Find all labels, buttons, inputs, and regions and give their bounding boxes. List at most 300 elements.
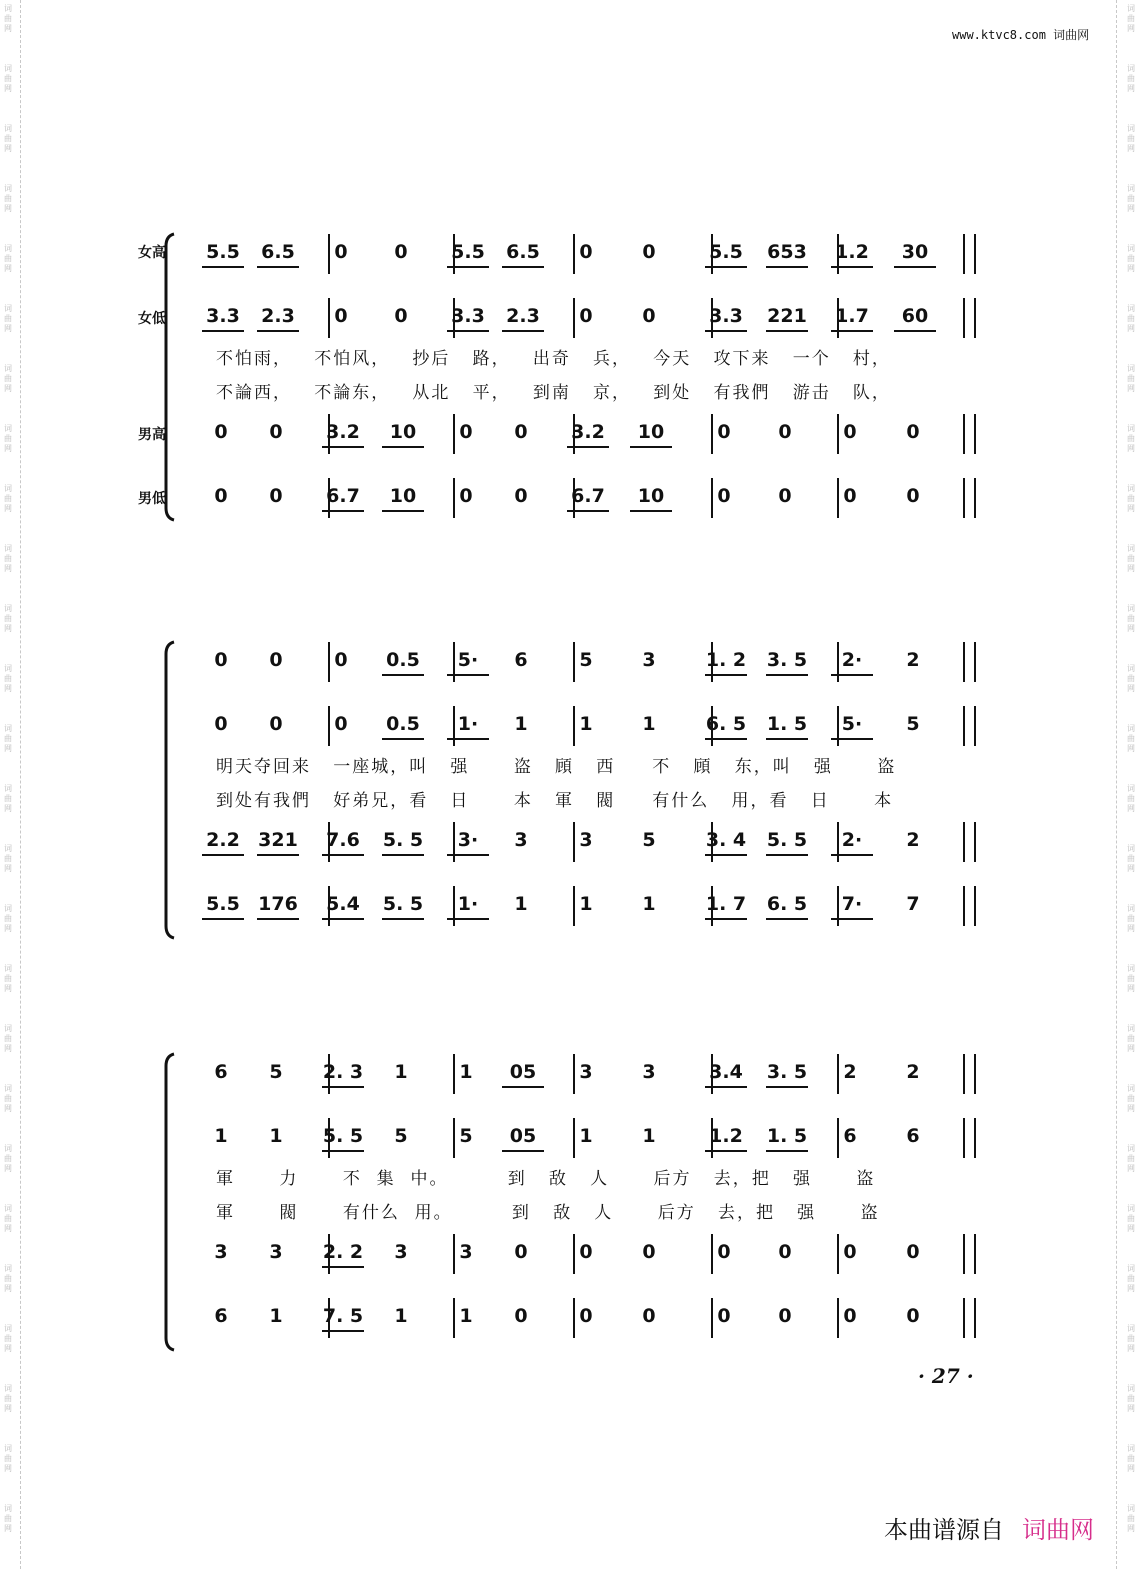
note-group: 0 xyxy=(514,1241,528,1263)
note-group: 0 xyxy=(843,485,857,507)
barline xyxy=(974,298,976,338)
watermark-mark: 词 曲 网 xyxy=(1127,244,1135,273)
staff-row xyxy=(150,828,980,864)
note-group: 3. 4 xyxy=(705,829,747,851)
note-group: 0 xyxy=(717,1241,731,1263)
note-group: 0 xyxy=(642,241,656,263)
note-group: 0 xyxy=(717,485,731,507)
note-group: 10 xyxy=(389,485,417,507)
watermark-mark: 词 曲 网 xyxy=(1127,1084,1135,1113)
note-group: 0 xyxy=(778,421,792,443)
note-group: 0 xyxy=(642,1305,656,1327)
note-group: 0 xyxy=(579,1305,593,1327)
note-group: 7. 5 xyxy=(322,1305,364,1327)
underline-beam xyxy=(257,266,299,268)
barline xyxy=(974,706,976,746)
note-group: 0 xyxy=(394,241,408,263)
underline-beam xyxy=(322,1266,364,1268)
watermark-mark: 词 曲 网 xyxy=(1127,1204,1135,1233)
note-group: 0 xyxy=(642,305,656,327)
underline-beam xyxy=(447,854,489,856)
note-group: 3 xyxy=(579,829,593,851)
note-group: 05 xyxy=(509,1125,537,1147)
barline xyxy=(963,706,965,746)
staff-row xyxy=(150,1240,980,1276)
left-watermark-strip xyxy=(0,0,16,1569)
underline-beam xyxy=(567,510,609,512)
note-group: 5. 5 xyxy=(322,1125,364,1147)
note-group: 60 xyxy=(901,305,929,327)
underline-beam xyxy=(705,1086,747,1088)
note-group: 1· xyxy=(457,893,479,915)
note-group: 1 xyxy=(459,1061,473,1083)
note-group: 0 xyxy=(843,421,857,443)
note-group: 05 xyxy=(509,1061,537,1083)
note-group: 0 xyxy=(514,421,528,443)
note-group: 0 xyxy=(906,421,920,443)
underline-beam xyxy=(322,510,364,512)
underline-beam xyxy=(894,330,936,332)
underline-beam xyxy=(766,738,808,740)
underline-beam xyxy=(322,1150,364,1152)
note-group: 1 xyxy=(579,713,593,735)
note-group: 0 xyxy=(843,1305,857,1327)
staff-row xyxy=(150,1304,980,1340)
watermark-mark: 词 曲 网 xyxy=(1127,604,1135,633)
barline xyxy=(974,642,976,682)
underline-beam xyxy=(705,738,747,740)
note-group: 6 xyxy=(843,1125,857,1147)
barline xyxy=(974,886,976,926)
underline-beam xyxy=(766,918,808,920)
note-group: 2 xyxy=(843,1061,857,1083)
barline xyxy=(963,1118,965,1158)
note-group: 3.3 xyxy=(206,305,240,327)
watermark-mark: 词 曲 网 xyxy=(4,4,12,33)
note-group: 0 xyxy=(394,305,408,327)
underline-beam xyxy=(202,266,244,268)
underline-beam xyxy=(382,510,424,512)
watermark-mark: 词 曲 网 xyxy=(1127,1324,1135,1353)
watermark-mark: 词 曲 网 xyxy=(4,424,12,453)
note-group: 2.3 xyxy=(506,305,540,327)
right-dashed-border xyxy=(1116,0,1117,1569)
barline xyxy=(963,478,965,518)
watermark-mark: 词 曲 网 xyxy=(4,844,12,873)
note-group: 3.2 xyxy=(571,421,605,443)
score-system xyxy=(150,1052,980,1352)
watermark-mark: 词 曲 网 xyxy=(1127,664,1135,693)
note-group: 6.5 xyxy=(261,241,295,263)
note-group: 3· xyxy=(457,829,479,851)
note-group: 0 xyxy=(269,485,283,507)
underline-beam xyxy=(502,1150,544,1152)
footer-brand: 词曲网 xyxy=(1022,1516,1094,1544)
watermark-mark: 词 曲 网 xyxy=(1127,1264,1135,1293)
underline-beam xyxy=(831,738,873,740)
watermark-mark: 词 曲 网 xyxy=(1127,1444,1135,1473)
underline-beam xyxy=(447,674,489,676)
underline-beam xyxy=(382,854,424,856)
watermark-mark: 词 曲 网 xyxy=(4,484,12,513)
underline-beam xyxy=(705,266,747,268)
note-group: 1 xyxy=(394,1061,408,1083)
watermark-mark: 词 曲 网 xyxy=(4,1204,12,1233)
note-group: 321 xyxy=(258,829,298,851)
note-group: 1 xyxy=(269,1305,283,1327)
note-group: 3 xyxy=(642,649,656,671)
underline-beam xyxy=(382,674,424,676)
note-group: 5 xyxy=(459,1125,473,1147)
watermark-mark: 词 曲 网 xyxy=(4,1384,12,1413)
note-group: 0 xyxy=(778,1241,792,1263)
watermark-mark: 词 曲 网 xyxy=(1127,4,1135,33)
underline-beam xyxy=(567,446,609,448)
barline xyxy=(974,822,976,862)
staff-row xyxy=(150,648,980,684)
watermark-mark: 词 曲 网 xyxy=(4,1144,12,1173)
underline-beam xyxy=(705,854,747,856)
barline xyxy=(963,298,965,338)
watermark-mark: 词 曲 网 xyxy=(4,184,12,213)
note-group: 5. 5 xyxy=(382,829,424,851)
watermark-mark: 词 曲 网 xyxy=(1127,64,1135,93)
staff-row xyxy=(150,1060,980,1096)
barline xyxy=(974,478,976,518)
watermark-mark: 词 曲 网 xyxy=(4,724,12,753)
watermark-mark: 词 曲 网 xyxy=(1127,364,1135,393)
underline-beam xyxy=(502,1086,544,1088)
note-group: 0 xyxy=(334,305,348,327)
barline xyxy=(963,1054,965,1094)
note-group: 0 xyxy=(214,485,228,507)
note-group: 0 xyxy=(334,713,348,735)
underline-beam xyxy=(766,1086,808,1088)
note-group: 5. 5 xyxy=(382,893,424,915)
underline-beam xyxy=(202,330,244,332)
underline-beam xyxy=(894,266,936,268)
note-group: 2.3 xyxy=(261,305,295,327)
lyric-line: 軍 力 不 集 中。 到 敌 人 后方 去，把 强 盗 xyxy=(216,1169,876,1189)
note-group: 30 xyxy=(901,241,929,263)
part-label: 男低 xyxy=(138,491,166,507)
lyric-line: 到处有我們 好弟兄，看 日 本 軍 閥 有什么 用，看 日 本 xyxy=(216,791,894,811)
note-group: 221 xyxy=(767,305,807,327)
watermark-mark: 词 曲 网 xyxy=(1127,544,1135,573)
watermark-mark: 词 曲 网 xyxy=(1127,424,1135,453)
note-group: 5 xyxy=(906,713,920,735)
note-group: 1 xyxy=(579,1125,593,1147)
part-label: 女高 xyxy=(138,245,166,261)
watermark-mark: 词 曲 网 xyxy=(4,364,12,393)
note-group: 0 xyxy=(269,421,283,443)
underline-beam xyxy=(766,330,808,332)
note-group: 2 xyxy=(906,829,920,851)
note-group: 0.5 xyxy=(386,649,420,671)
note-group: 0 xyxy=(906,1241,920,1263)
staff-row xyxy=(150,240,980,276)
note-group: 0 xyxy=(778,485,792,507)
note-group: 1· xyxy=(457,713,479,735)
underline-beam xyxy=(322,1330,364,1332)
note-group: 3 xyxy=(214,1241,228,1263)
note-group: 0 xyxy=(579,1241,593,1263)
note-group: 176 xyxy=(258,893,298,915)
note-group: 1 xyxy=(514,893,528,915)
note-group: 1 xyxy=(579,893,593,915)
watermark-mark: 词 曲 网 xyxy=(1127,1504,1135,1533)
note-group: 5.4 xyxy=(326,893,360,915)
barline xyxy=(963,414,965,454)
underline-beam xyxy=(831,266,873,268)
note-group: 5. 5 xyxy=(766,829,808,851)
note-group: 0 xyxy=(579,305,593,327)
note-group: 2. 2 xyxy=(322,1241,364,1263)
underline-beam xyxy=(630,510,672,512)
underline-beam xyxy=(502,330,544,332)
watermark-mark: 词 曲 网 xyxy=(4,1024,12,1053)
note-group: 0.5 xyxy=(386,713,420,735)
watermark-mark: 词 曲 网 xyxy=(4,1084,12,1113)
underline-beam xyxy=(705,918,747,920)
staff-row xyxy=(150,712,980,748)
underline-beam xyxy=(382,918,424,920)
note-group: 10 xyxy=(637,485,665,507)
underline-beam xyxy=(831,674,873,676)
note-group: 1 xyxy=(642,1125,656,1147)
note-group: 0 xyxy=(514,485,528,507)
note-group: 3 xyxy=(579,1061,593,1083)
watermark-mark: 词 曲 网 xyxy=(4,304,12,333)
note-group: 2· xyxy=(841,649,863,671)
note-group: 1.2 xyxy=(709,1125,743,1147)
watermark-mark: 词 曲 网 xyxy=(4,544,12,573)
note-group: 0 xyxy=(214,649,228,671)
note-group: 0 xyxy=(778,1305,792,1327)
note-group: 6. 5 xyxy=(766,893,808,915)
underline-beam xyxy=(322,1086,364,1088)
note-group: 1 xyxy=(214,1125,228,1147)
note-group: 1. 2 xyxy=(705,649,747,671)
barline xyxy=(963,1234,965,1274)
barline xyxy=(974,1298,976,1338)
note-group: 5.5 xyxy=(451,241,485,263)
note-group: 5 xyxy=(579,649,593,671)
note-group: 1. 5 xyxy=(766,713,808,735)
underline-beam xyxy=(831,854,873,856)
watermark-mark: 词 曲 网 xyxy=(1127,124,1135,153)
note-group: 0 xyxy=(579,241,593,263)
watermark-mark: 词 曲 网 xyxy=(1127,784,1135,813)
note-group: 3. 5 xyxy=(766,1061,808,1083)
note-group: 0 xyxy=(906,1305,920,1327)
score-system xyxy=(138,232,980,522)
page-number: · 27 · xyxy=(918,1364,974,1388)
watermark-mark: 词 曲 网 xyxy=(1127,1144,1135,1173)
underline-beam xyxy=(382,738,424,740)
right-watermark-strip xyxy=(1123,0,1139,1569)
part-label: 男高 xyxy=(138,427,166,443)
underline-beam xyxy=(447,918,489,920)
note-group: 3 xyxy=(459,1241,473,1263)
watermark-mark: 词 曲 网 xyxy=(1127,1024,1135,1053)
note-group: 5.5 xyxy=(206,893,240,915)
watermark-mark: 词 曲 网 xyxy=(1127,904,1135,933)
underline-beam xyxy=(202,918,244,920)
note-group: 0 xyxy=(514,1305,528,1327)
note-group: 6 xyxy=(906,1125,920,1147)
barline xyxy=(974,1118,976,1158)
footer-prefix: 本曲谱源自 xyxy=(884,1516,1004,1544)
staff-row xyxy=(150,1124,980,1160)
note-group: 1.7 xyxy=(835,305,869,327)
note-group: 2 xyxy=(906,1061,920,1083)
note-group: 5· xyxy=(457,649,479,671)
note-group: 2 xyxy=(906,649,920,671)
underline-beam xyxy=(766,854,808,856)
watermark-mark: 词 曲 网 xyxy=(1127,844,1135,873)
lyric-line: 不論西， 不論东， 从北 平， 到南 京， 到处 有我們 游击 队， xyxy=(216,383,891,403)
watermark-mark: 词 曲 网 xyxy=(4,604,12,633)
underline-beam xyxy=(257,330,299,332)
note-group: 10 xyxy=(637,421,665,443)
underline-beam xyxy=(322,854,364,856)
note-group: 1 xyxy=(269,1125,283,1147)
staff-row xyxy=(150,304,980,340)
note-group: 6.5 xyxy=(506,241,540,263)
note-group: 1. 5 xyxy=(766,1125,808,1147)
note-group: 1 xyxy=(394,1305,408,1327)
underline-beam xyxy=(322,446,364,448)
note-group: 3.4 xyxy=(709,1061,743,1083)
barline xyxy=(963,642,965,682)
note-group: 1.2 xyxy=(835,241,869,263)
underline-beam xyxy=(705,1150,747,1152)
staff-row xyxy=(150,892,980,928)
note-group: 3 xyxy=(269,1241,283,1263)
note-group: 3.3 xyxy=(451,305,485,327)
note-group: 0 xyxy=(459,485,473,507)
underline-beam xyxy=(447,330,489,332)
underline-beam xyxy=(766,674,808,676)
underline-beam xyxy=(257,918,299,920)
note-group: 0 xyxy=(334,241,348,263)
note-group: 6 xyxy=(214,1061,228,1083)
watermark-mark: 词 曲 网 xyxy=(4,964,12,993)
barline xyxy=(963,234,965,274)
barline xyxy=(963,1298,965,1338)
note-group: 1 xyxy=(642,713,656,735)
barline xyxy=(963,886,965,926)
note-group: 5· xyxy=(841,713,863,735)
note-group: 0 xyxy=(214,421,228,443)
note-group: 3 xyxy=(514,829,528,851)
watermark-mark: 词 曲 网 xyxy=(4,1264,12,1293)
staff-row xyxy=(150,420,980,456)
lyric-line: 不怕雨， 不怕风， 抄后 路， 出奇 兵， 今天 攻下来 一个 村， xyxy=(216,349,891,369)
note-group: 7· xyxy=(841,893,863,915)
part-label: 女低 xyxy=(138,311,166,327)
note-group: 2· xyxy=(841,829,863,851)
note-group: 0 xyxy=(269,649,283,671)
underline-beam xyxy=(766,1150,808,1152)
note-group: 6. 5 xyxy=(705,713,747,735)
underline-beam xyxy=(831,918,873,920)
underline-beam xyxy=(202,854,244,856)
underline-beam xyxy=(705,330,747,332)
lyric-line: 明天夺回来 一座城，叫 强 盗 頋 西 不 頋 东，叫 强 盗 xyxy=(216,757,897,777)
note-group: 5 xyxy=(642,829,656,851)
barline xyxy=(974,234,976,274)
note-group: 3. 5 xyxy=(766,649,808,671)
note-group: 1. 7 xyxy=(705,893,747,915)
lyric-line: 軍 閥 有什么 用。 到 敌 人 后方 去，把 强 盗 xyxy=(216,1203,880,1223)
underline-beam xyxy=(447,266,489,268)
underline-beam xyxy=(502,266,544,268)
note-group: 1 xyxy=(642,893,656,915)
note-group: 10 xyxy=(389,421,417,443)
note-group: 0 xyxy=(906,485,920,507)
note-group: 3 xyxy=(394,1241,408,1263)
note-group: 0 xyxy=(642,1241,656,1263)
underline-beam xyxy=(630,446,672,448)
left-dashed-border xyxy=(20,0,21,1569)
underline-beam xyxy=(831,330,873,332)
note-group: 0 xyxy=(214,713,228,735)
watermark-mark: 词 曲 网 xyxy=(4,1324,12,1353)
note-group: 3.3 xyxy=(709,305,743,327)
note-group: 0 xyxy=(717,421,731,443)
underline-beam xyxy=(705,674,747,676)
watermark-mark: 词 曲 网 xyxy=(1127,484,1135,513)
note-group: 5.5 xyxy=(206,241,240,263)
note-group: 3 xyxy=(642,1061,656,1083)
note-group: 0 xyxy=(269,713,283,735)
note-group: 5 xyxy=(394,1125,408,1147)
underline-beam xyxy=(322,918,364,920)
watermark-mark: 词 曲 网 xyxy=(1127,964,1135,993)
note-group: 653 xyxy=(767,241,807,263)
note-group: 2.2 xyxy=(206,829,240,851)
barline xyxy=(963,822,965,862)
watermark-mark: 词 曲 网 xyxy=(4,664,12,693)
watermark-mark: 词 曲 网 xyxy=(1127,724,1135,753)
note-group: 5.5 xyxy=(709,241,743,263)
note-group: 5 xyxy=(269,1061,283,1083)
barline xyxy=(974,1234,976,1274)
watermark-mark: 词 曲 网 xyxy=(1127,304,1135,333)
barline xyxy=(974,414,976,454)
note-group: 6.7 xyxy=(571,485,605,507)
watermark-mark: 词 曲 网 xyxy=(4,244,12,273)
watermark-mark: 词 曲 网 xyxy=(4,1444,12,1473)
note-group: 0 xyxy=(334,649,348,671)
note-group: 0 xyxy=(843,1241,857,1263)
score-system xyxy=(150,640,980,940)
footer-source xyxy=(884,1510,1094,1545)
staff-row xyxy=(150,484,980,520)
header-url-text: www.ktvc8.com 词曲网 xyxy=(952,28,1090,42)
underline-beam xyxy=(447,738,489,740)
note-group: 7.6 xyxy=(326,829,360,851)
watermark-mark: 词 曲 网 xyxy=(1127,184,1135,213)
note-group: 6 xyxy=(214,1305,228,1327)
barline xyxy=(974,1054,976,1094)
note-group: 0 xyxy=(459,421,473,443)
watermark-mark: 词 曲 网 xyxy=(4,64,12,93)
watermark-mark: 词 曲 网 xyxy=(1127,1384,1135,1413)
note-group: 1 xyxy=(459,1305,473,1327)
